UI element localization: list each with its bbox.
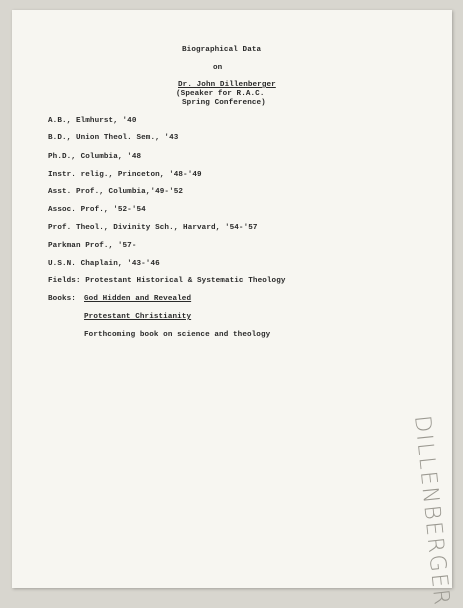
entry-parkman: Parkman Prof., '57- (48, 242, 137, 250)
speaker-line-1: (Speaker for R.A.C. (176, 90, 265, 98)
entry-prof-theol: Prof. Theol., Divinity Sch., Harvard, '54-'57 (48, 224, 258, 232)
book-forthcoming: Forthcoming book on science and theology (84, 331, 271, 339)
entry-assoc-prof: Assoc. Prof., '52-'54 (48, 206, 146, 214)
book-title-2: Protestant Christianity (84, 313, 192, 321)
document-page (12, 10, 454, 608)
entry-chaplain: U.S.N. Chaplain, '43-'46 (48, 260, 160, 268)
person-name: Dr. John Dillenberger (178, 81, 276, 89)
entry-asst-prof: Asst. Prof., Columbia,'49-'52 (48, 188, 184, 196)
entry-instr: Instr. relig., Princeton, '48-'49 (48, 171, 202, 179)
entry-phd: Ph.D., Columbia, '48 (48, 153, 142, 161)
doc-title: Biographical Data (182, 46, 262, 54)
doc-on: on (213, 64, 223, 72)
book-title-1: God Hidden and Revealed (84, 295, 192, 303)
entry-ab: A.B., Elmhurst, '40 (48, 117, 137, 125)
books-label: Books: (48, 295, 76, 303)
entry-bd: B.D., Union Theol. Sem., '43 (48, 134, 179, 142)
entry-fields: Fields: Protestant Historical & Systematic Theology (48, 277, 286, 285)
speaker-line-2: Spring Conference) (182, 99, 266, 107)
handwritten-note: DILLENBERGER (409, 414, 454, 608)
